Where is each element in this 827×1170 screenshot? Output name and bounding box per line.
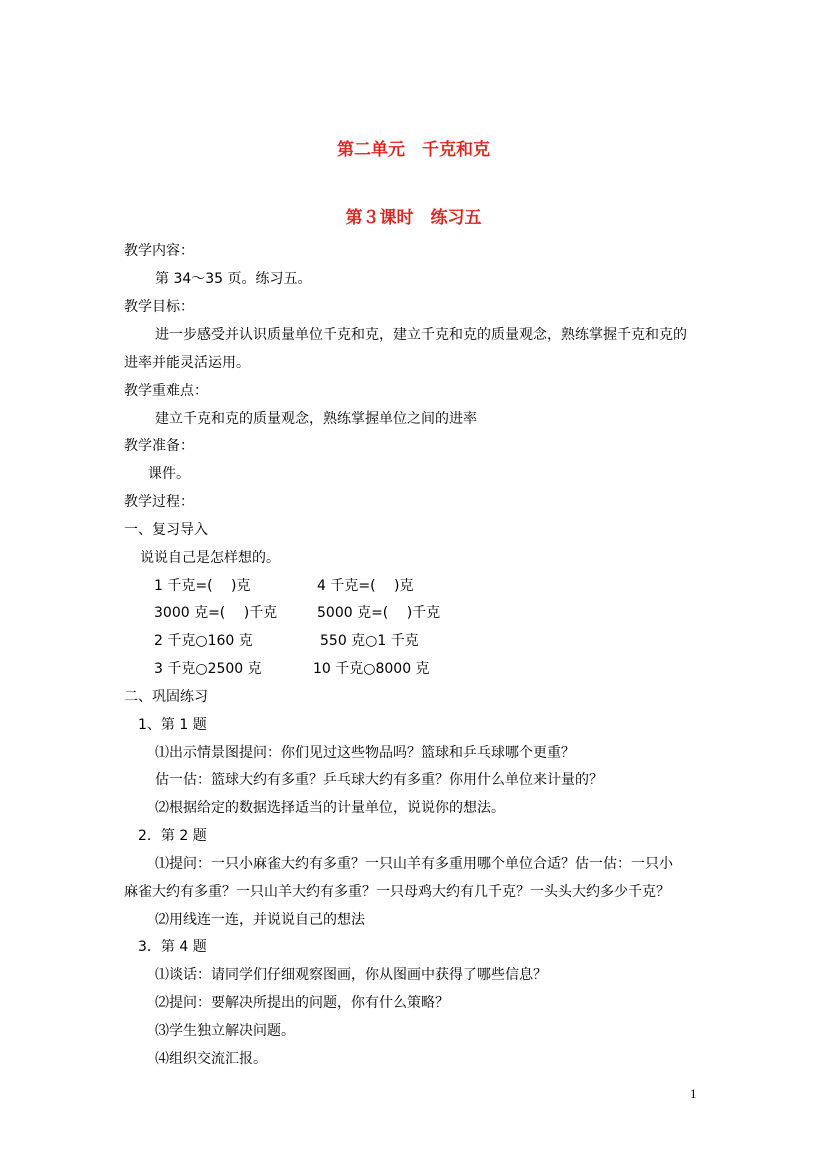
- paragraph-line: 进率并能灵活运用。: [124, 355, 250, 371]
- subsection-heading: 一、复习导入: [124, 522, 208, 538]
- paragraph-line: ⑵用线连一连，并说说自己的想法: [155, 912, 365, 928]
- exercise-item: 5000 克=( )千克: [317, 605, 441, 621]
- exercise-item: 10 千克○8000 克: [313, 661, 430, 677]
- item-heading: 2．第 2 题: [138, 828, 207, 844]
- paragraph-line: 估一估：篮球大约有多重？乒乓球大约有多重？你用什么单位来计量的？: [155, 772, 603, 788]
- unit-title: 第二单元 千克和克: [337, 140, 490, 160]
- exercise-item: 3 千克○2500 克: [154, 661, 262, 677]
- paragraph-line: 麻雀大约有多重？一只山羊大约有多重？一只母鸡大约有几千克？一头头大约多少千克？: [124, 884, 670, 900]
- exercise-item: 4 千克=( )克: [317, 578, 414, 594]
- page-number: 1: [690, 1086, 697, 1101]
- paragraph-line: ⑵根据给定的数据选择适当的计量单位，说说你的想法。: [155, 800, 505, 816]
- section-heading: 教学目标：: [124, 299, 194, 315]
- section-heading: 教学内容：: [124, 243, 194, 259]
- paragraph-line: 建立千克和克的质量观念，熟练掌握单位之间的进率: [155, 411, 477, 427]
- item-heading: 1、第 1 题: [138, 717, 207, 733]
- item-heading: 3．第 4 题: [138, 939, 207, 955]
- exercise-item: 550 克○1 千克: [320, 633, 419, 649]
- paragraph-line: 课件。: [148, 466, 190, 482]
- exercise-item: 1 千克=( )克: [154, 578, 251, 594]
- paragraph-line: ⑴出示情景图提问：你们见过这些物品吗？篮球和乒乓球哪个更重？: [155, 745, 575, 761]
- subsection-heading: 二、巩固练习: [124, 689, 208, 705]
- lesson-title: 第３课时 练习五: [345, 208, 482, 228]
- paragraph-line: ⑶学生独立解决问题。: [155, 1023, 295, 1039]
- exercise-item: 2 千克○160 克: [154, 633, 253, 649]
- paragraph-line: 第 34～35 页。练习五。: [155, 271, 312, 287]
- paragraph-line: ⑵提问：要解决所提出的问题，你有什么策略？: [155, 995, 449, 1011]
- exercise-item: 3000 克=( )千克: [154, 605, 278, 621]
- paragraph-line: ⑴提问：一只小麻雀大约有多重？一只山羊有多重用哪个单位合适？估一估：一只小: [155, 856, 673, 872]
- paragraph-line: 说说自己是怎样想的。: [140, 550, 280, 566]
- section-heading: 教学过程：: [124, 494, 194, 510]
- section-heading: 教学准备：: [124, 438, 194, 454]
- paragraph-line: 进一步感受并认识质量单位千克和克，建立千克和克的质量观念，熟练掌握千克和克的: [155, 327, 687, 343]
- paragraph-line: ⑷组织交流汇报。: [155, 1051, 267, 1067]
- paragraph-line: ⑴谈话：请同学们仔细观察图画，你从图画中获得了哪些信息？: [155, 967, 547, 983]
- section-heading: 教学重难点：: [124, 383, 208, 399]
